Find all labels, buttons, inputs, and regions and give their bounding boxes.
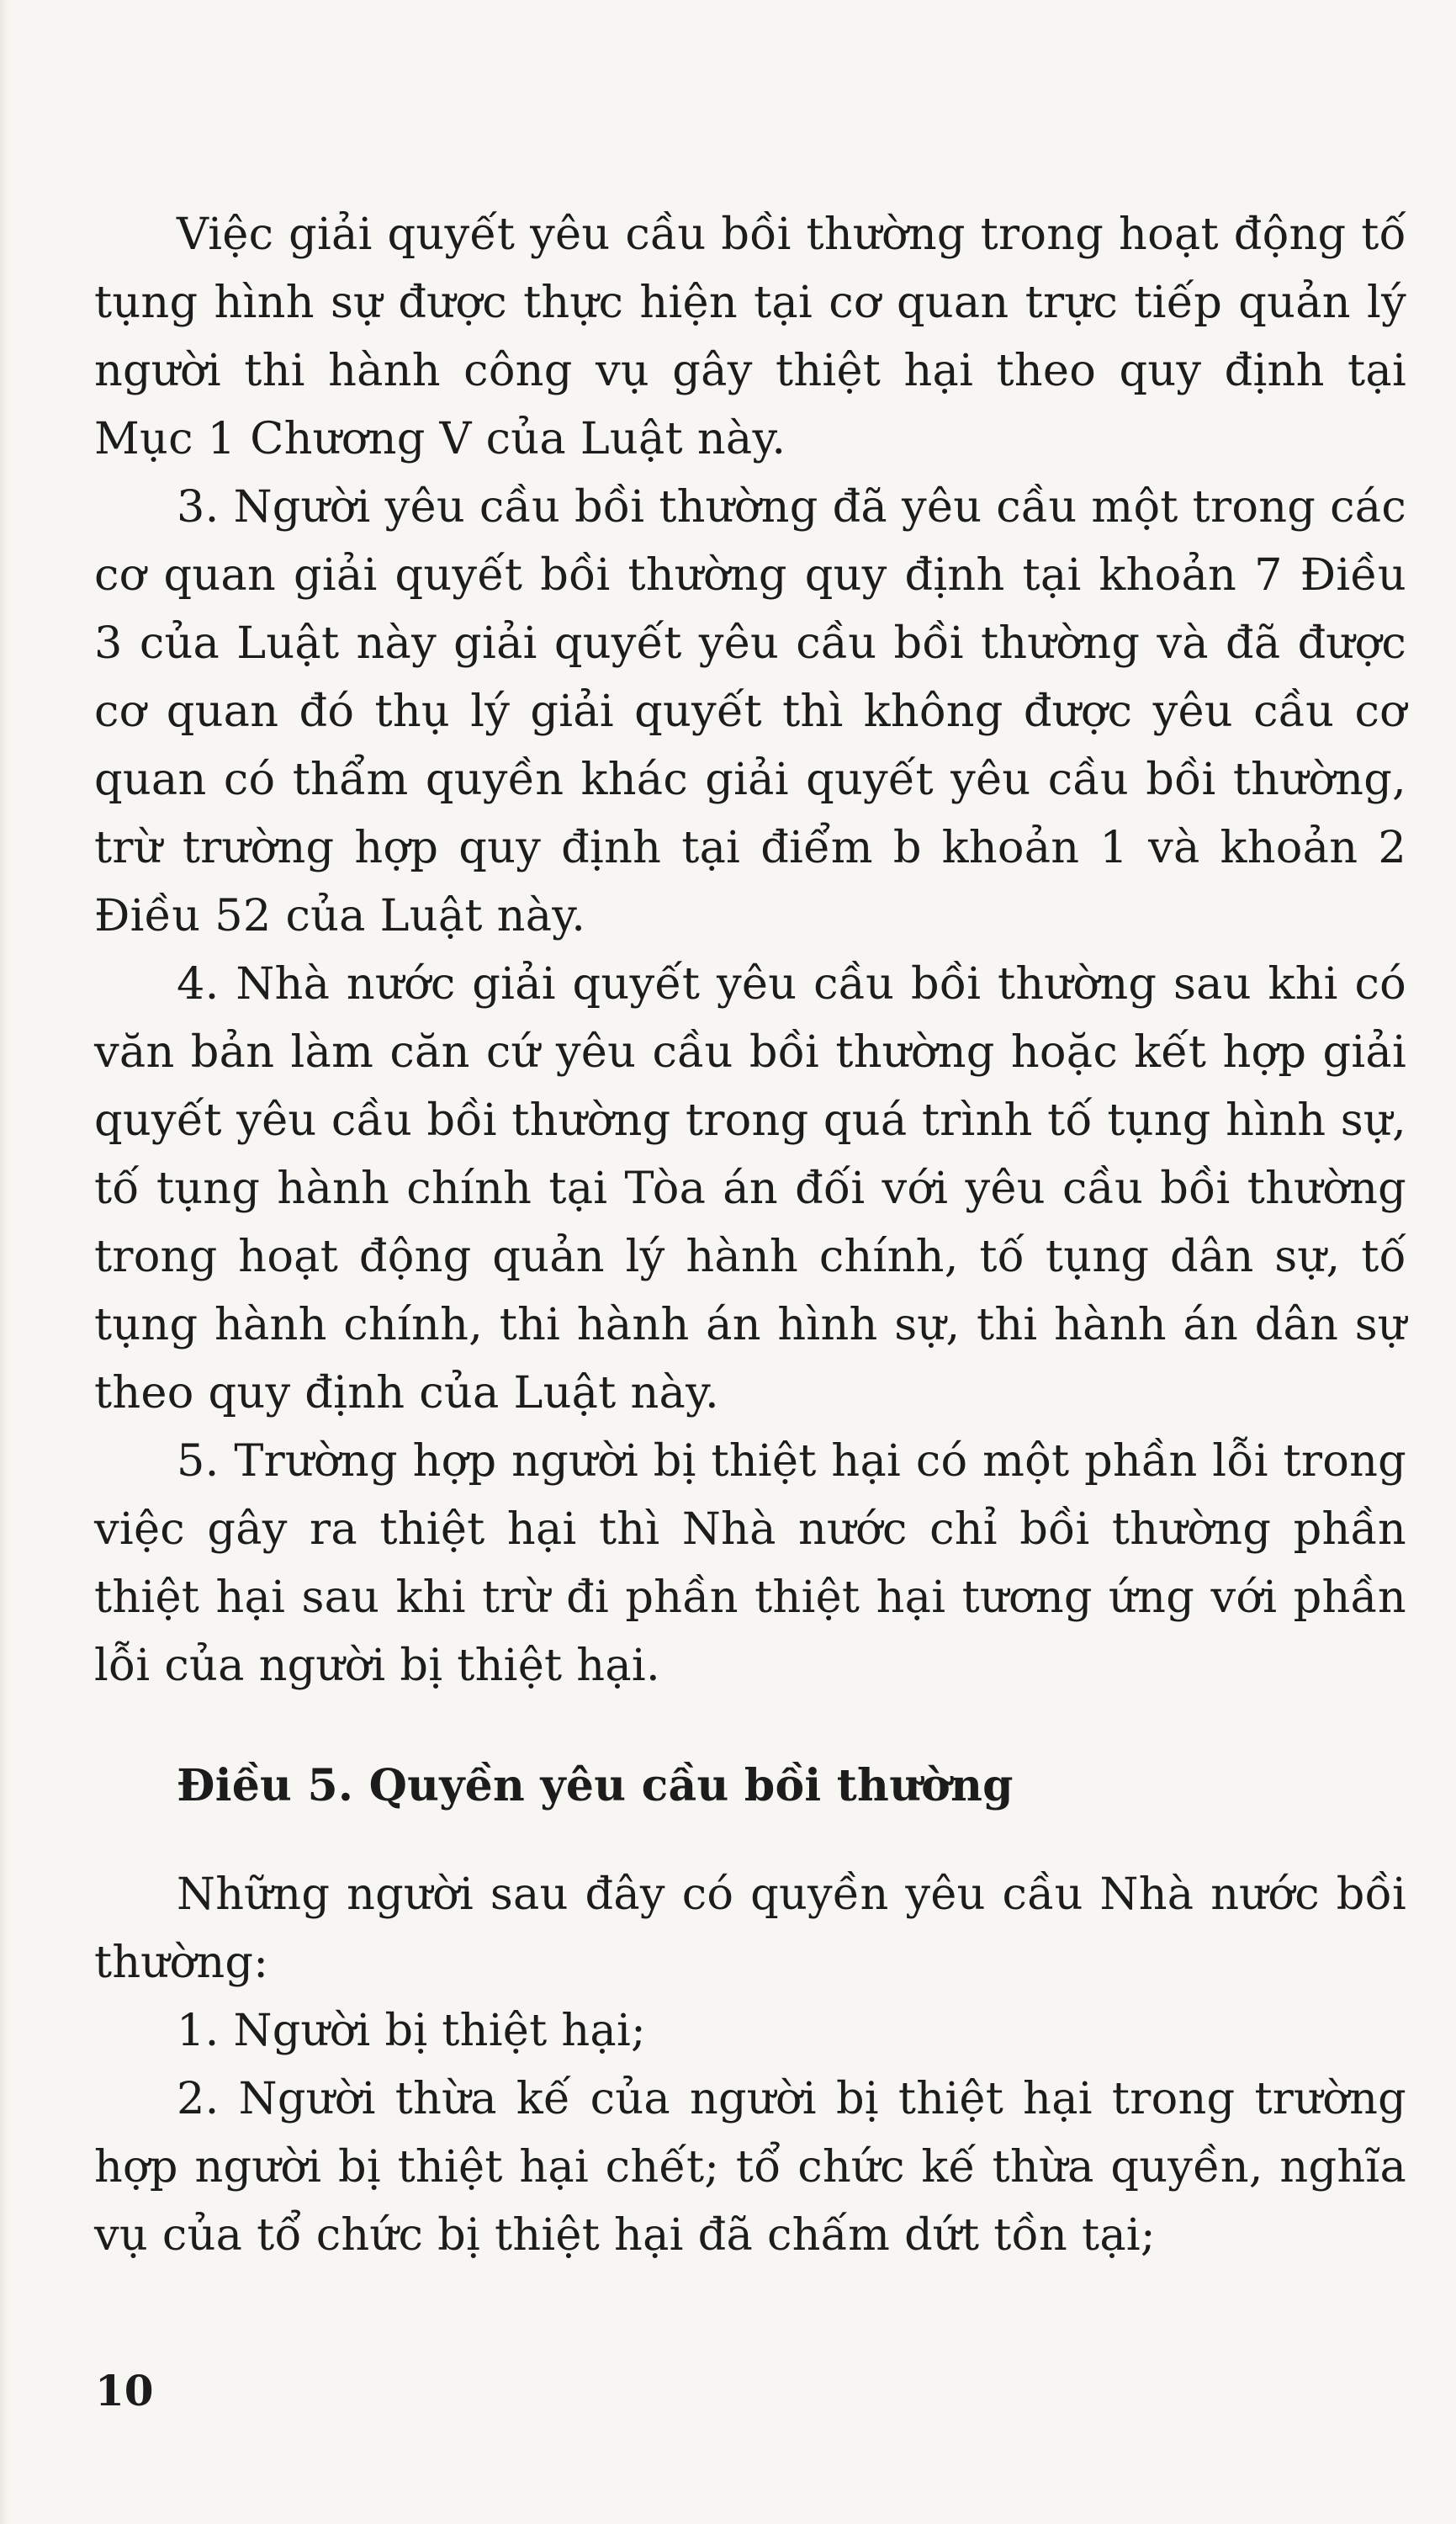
paragraph-item-5: 5. Trường hợp người bị thiệt hại có một phần lỗi trong việc gây ra thiệt hại thì Nhà nước chỉ bồi thường phần thiệt hại sau khi trừ đi phần thiệt hại tương ứng với phần lỗi của người bị thiệt hại. (94, 1435, 1406, 1691)
article-heading: Điều 5. Quyền yêu cầu bồi thường (177, 1760, 1014, 1811)
article-item-2: 2. Người thừa kế của người bị thiệt hại trong trường hợp người bị thiệt hại chết; tổ chức kế thừa quyền, nghĩa vụ của tổ chức bị thiệt hại đã chấm dứt tồn tại; (94, 2073, 1406, 2261)
article-intro: Những người sau đây có quyền yêu cầu Nhà nước bồi thường: (94, 1869, 1406, 1988)
article-item-1: 1. Người bị thiệt hại; (177, 2005, 646, 2056)
paragraph-item-4: 4. Nhà nước giải quyết yêu cầu bồi thường sau khi có văn bản làm căn cứ yêu cầu bồi thường hoặc kết hợp giải quyết yêu cầu bồi thường trong quá trình tố tụng hình sự, tố tụng hành chính tại Tòa án đối với yêu cầu bồi thường trong hoạt động quản lý hành chính, tố tụng dân sự, tố tụng hành chính, thi hành án hình sự, thi hành án dân sự theo quy định của Luật này. (94, 958, 1406, 1418)
paragraph-item-3: 3. Người yêu cầu bồi thường đã yêu cầu một trong các cơ quan giải quyết bồi thường quy định tại khoản 7 Điều 3 của Luật này giải quyết yêu cầu bồi thường và đã được cơ quan đó thụ lý giải quyết thì không được yêu cầu cơ quan có thẩm quyền khác giải quyết yêu cầu bồi thường, trừ trường hợp quy định tại điểm b khoản 1 và khoản 2 Điều 52 của Luật này. (94, 481, 1406, 941)
scan-edge-shadow (0, 0, 8, 2524)
paragraph-continuation: Việc giải quyết yêu cầu bồi thường trong hoạt động tố tụng hình sự được thực hiện tại cơ quan trực tiếp quản lý người thi hành công vụ gây thiệt hại theo quy định tại Mục 1 Chương V của Luật này. (94, 209, 1406, 464)
page-body (94, 200, 1406, 2269)
page-number: 10 (95, 2366, 154, 2415)
